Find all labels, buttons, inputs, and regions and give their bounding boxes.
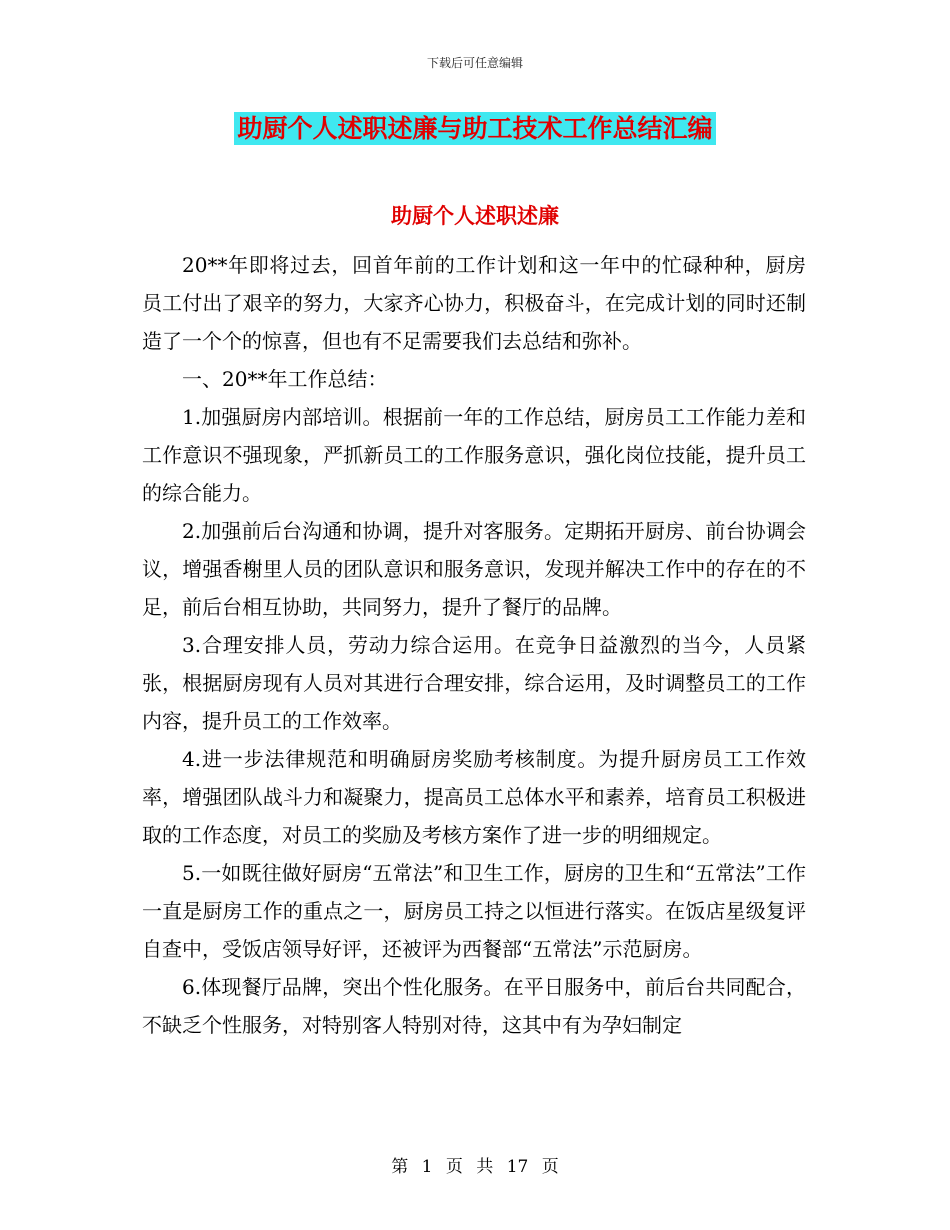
section-title: 助厨个人述职述廉 <box>391 203 559 228</box>
paragraph: 5.一如既往做好厨房“五常法”和卫生工作，厨房的卫生和“五常法”工作一直是厨房工作的重点之一，厨房员工持之以恒进行落实。在饭店星级复评自查中，受饭店领导好评，还被评为西餐部“五常法”示范厨房。 <box>142 861 806 961</box>
paragraph: 6.体现餐厅品牌，突出个性化服务。在平日服务中，前后台共同配合，不缺乏个性服务，对特别客人特别对待，这其中有为孕妇制定 <box>142 975 806 1037</box>
body-text <box>142 246 806 1044</box>
footer-mid: 页 <box>445 1157 463 1177</box>
document-title <box>0 112 950 146</box>
paragraph: 一、20**年工作总结： <box>182 367 388 391</box>
footer-suffix: 页 <box>541 1157 559 1177</box>
paragraph: 3.合理安排人员，劳动力综合运用。在竞争日益激烈的当今，人员紧张，根据厨房现有人员对其进行合理安排，综合运用，及时调整员工的工作内容，提升员工的工作效率。 <box>142 633 806 733</box>
page-footer <box>0 1152 950 1177</box>
document-title-text: 助厨个人述职述廉与助工技术工作总结汇编 <box>234 112 715 145</box>
paragraph: 4.进一步法律规范和明确厨房奖励考核制度。为提升厨房员工工作效率，增强团队战斗力和凝聚力，提高员工总体水平和素养，培育员工积极进取的工作态度，对员工的奖励及考核方案作了进一步的明细规定。 <box>142 747 806 847</box>
paragraph: 20**年即将过去，回首年前的工作计划和这一年中的忙碌种种，厨房员工付出了艰辛的努力，大家齐心协力，积极奋斗，在完成计划的同时还制造了一个个的惊喜，但也有不足需要我们去总结和弥补。 <box>142 253 806 353</box>
page-number: 1 <box>421 1157 433 1177</box>
header-note: 下载后可任意编辑 <box>426 56 523 70</box>
total-pages: 17 <box>506 1157 529 1177</box>
paragraph: 2.加强前后台沟通和协调，提升对客服务。定期拓开厨房、前台协调会议，增强香榭里人员的团队意识和服务意识，发现并解决工作中的存在的不足，前后台相互协助，共同努力，提升了餐厅的品牌。 <box>142 519 806 619</box>
footer-prefix: 第 <box>391 1157 409 1177</box>
footer-total-prefix: 共 <box>476 1157 494 1177</box>
paragraph: 1.加强厨房内部培训。根据前一年的工作总结，厨房员工工作能力差和工作意识不强现象，严抓新员工的工作服务意识，强化岗位技能，提升员工的综合能力。 <box>142 405 806 505</box>
